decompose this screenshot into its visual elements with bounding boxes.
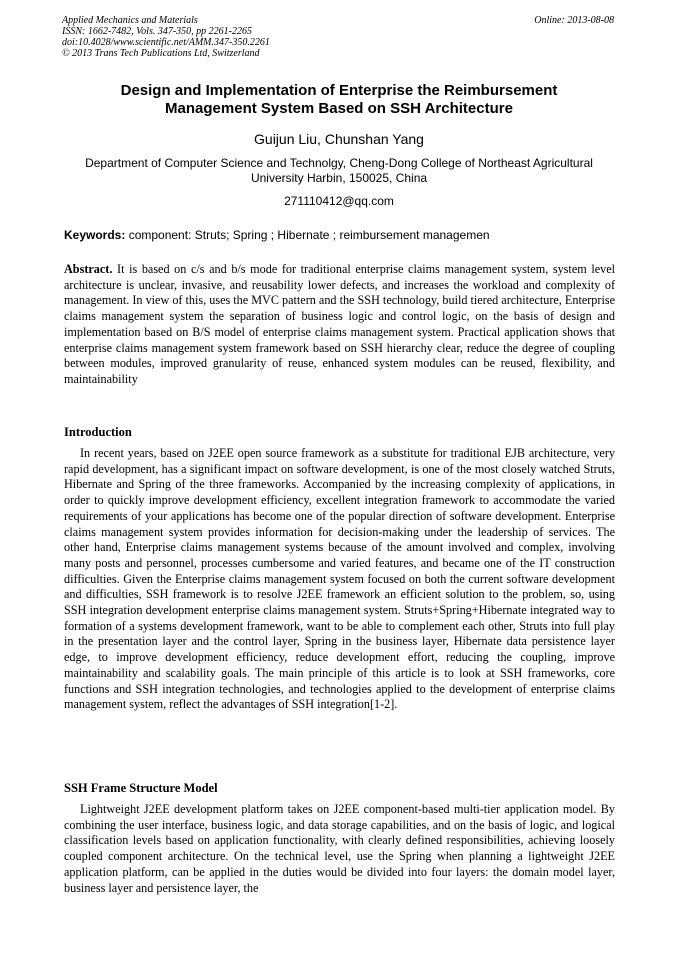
introduction-heading: Introduction — [64, 425, 132, 439]
abstract — [64, 262, 615, 388]
journal-name: Applied Mechanics and Materials — [62, 15, 198, 26]
online-date: Online: 2013-08-08 — [534, 15, 614, 26]
affiliation — [64, 156, 614, 186]
journal-header — [62, 15, 270, 59]
author-email: 271110412@qq.com — [284, 194, 394, 208]
issn-line: ISSN: 1662-7482, Vols. 347-350, pp 2261-2265 — [62, 26, 252, 37]
ssh-section-paragraph: Lightweight J2EE development platform takes on J2EE component-based multi-tier application model. By combining the user interface, business logic, and data storage capabilities, and on the basis of logic, and logical classification levels based on application functionality, with clearly defined responsibilities, achieving loosely coupled component architecture. On the technical level, use the Spring when planning a lightweight J2EE application platform, can be applied in the duties would be divided into four layers: the domain model layer, business layer and persistence layer, the — [64, 802, 615, 895]
title-line-2: Management System Based on SSH Architecture — [165, 100, 513, 117]
affiliation-line-1: Department of Computer Science and Technolgy, Cheng-Dong College of Northeast Agricultural — [85, 156, 593, 170]
paper-title — [64, 82, 614, 118]
introduction-paragraph: In recent years, based on J2EE open source framework as a substitute for traditional EJB architecture, very rapid development, has a significant impact on software development, is one of the most closely watched Struts, Hibernate and Spring of the three frameworks. Accompanied by the increasing complexity of applications, in order to quickly improve development efficiency, excellent integration framework to accommodate the varied requirements of your applications has become one of the popular direction of software development. Enterprise claims management system provides information for decision-making under the leadership of services. The other hand, Enterprise claims management systems because of the amount involved and complex, involving many posts and personnel, processes cumbersome and varied features, and became one of the IT construction difficulties. Given the Enterprise claims management system focused on both the current software development and difficulties, SSH framework is to resolve J2EE framework an efficient solution to the problem, so, using SSH integration development enterprise claims management system. Struts+Spring+Hibernate integrated way to formation of a systems development framework, want to be able to complement each other, Struts into full play in the presentation layer and the control layer, Spring in the business layer, Hibernate data persistence layer edge, to improve development efficiency, reduce development effort, reducing the coupling, improve maintainability and scalability goals. The main principle of this article is to look at SSH frameworks, core functions and SSH integration technologies, and technologies applied to the development of enterprise claims management system, reflect the advantages of SSH integration[1-2]. — [64, 446, 615, 712]
abstract-label: Abstract. — [64, 262, 113, 276]
abstract-text: It is based on c/s and b/s mode for traditional enterprise claims management system, system level architecture is unclear, invasive, and reusability lower defects, and increases the workload and complexity of management. In view of this, uses the MVC pattern and the SSH technology, build tiered architecture, Enterprise claims management system the separation of business logic and control logic, on the basis of design and implementation based on B/S model of enterprise claims management system. Practical application shows that enterprise claims management system framework based on SSH hierarchy clear, reduce the degree of coupling between modules, improved granularity of reuse, enhanced system modules can be reused, flexibility, and maintainability — [64, 262, 615, 386]
copyright-line: © 2013 Trans Tech Publications Ltd, Switzerland — [62, 48, 260, 59]
ssh-section-heading: SSH Frame Structure Model — [64, 781, 218, 795]
doi-line: doi:10.4028/www.scientific.net/AMM.347-350.2261 — [62, 37, 270, 48]
title-line-1: Design and Implementation of Enterprise the Reimbursement — [120, 82, 558, 99]
keywords — [64, 228, 614, 243]
keywords-text: component: Struts; Spring ; Hibernate ; reimbursement managemen — [125, 228, 490, 242]
affiliation-line-2: University Harbin, 150025, China — [250, 171, 428, 185]
keywords-label: Keywords: — [64, 228, 126, 242]
authors: Guijun Liu, Chunshan Yang — [254, 131, 424, 147]
